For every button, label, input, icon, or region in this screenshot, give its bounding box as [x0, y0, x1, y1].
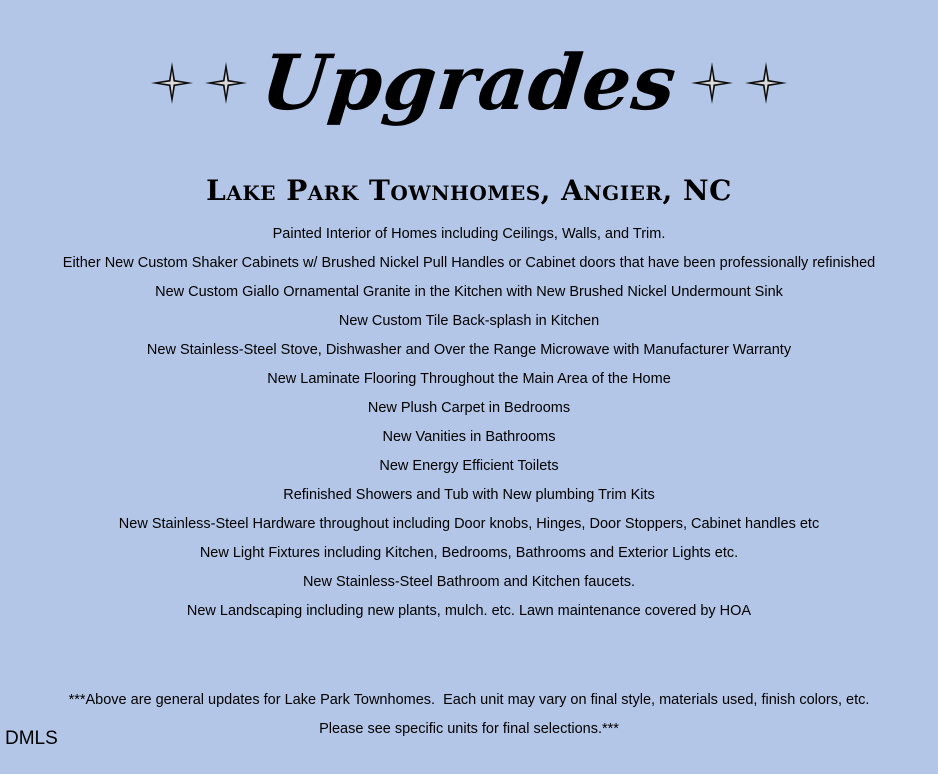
subtitle: Lake Park Townhomes, Angier, NC	[206, 174, 732, 207]
list-item: New Stainless-Steel Bathroom and Kitchen faucets.	[302, 574, 636, 590]
four-point-star-icon	[150, 61, 194, 105]
list-item: New Landscaping including new plants, mulch. etc. Lawn maintenance covered by HOA	[186, 603, 752, 619]
list-item: New Stainless-Steel Stove, Dishwasher and Over the Range Microwave with Manufacturer Warranty	[146, 342, 792, 358]
list-item: New Vanities in Bathrooms	[382, 429, 556, 445]
watermark: DMLS	[5, 728, 58, 749]
disclaimer-note	[0, 686, 938, 744]
disclaimer-line-2: Please see specific units for final selections.***	[319, 721, 619, 737]
upgrade-list	[0, 222, 938, 628]
list-item: Painted Interior of Homes including Ceilings, Walls, and Trim.	[272, 226, 666, 242]
list-item: Refinished Showers and Tub with New plumbing Trim Kits	[283, 487, 655, 503]
four-point-star-icon	[690, 61, 734, 105]
disclaimer-line-1: ***Above are general updates for Lake Park Townhomes. Each unit may vary on final style, materials used, finish colors, etc.	[68, 692, 870, 708]
list-item: New Energy Efficient Toilets	[379, 458, 559, 474]
list-item: New Custom Tile Back-splash in Kitchen	[338, 313, 600, 329]
four-point-star-icon	[204, 61, 248, 105]
list-item: New Custom Giallo Ornamental Granite in the Kitchen with New Brushed Nickel Undermount Sink	[155, 284, 783, 300]
heading	[0, 18, 938, 148]
list-item: New Stainless-Steel Hardware throughout including Door knobs, Hinges, Door Stoppers, Cabinet handles etc	[118, 516, 820, 532]
list-item: Either New Custom Shaker Cabinets w/ Brushed Nickel Pull Handles or Cabinet doors that have been professionally refinished	[62, 255, 876, 271]
list-item: New Laminate Flooring Throughout the Main Area of the Home	[267, 371, 671, 387]
right-stars	[690, 61, 788, 105]
list-item: New Light Fixtures including Kitchen, Bedrooms, Bathrooms and Exterior Lights etc.	[199, 545, 739, 561]
list-item: New Plush Carpet in Bedrooms	[367, 400, 571, 416]
four-point-star-icon	[744, 61, 788, 105]
page-title: Upgrades	[257, 38, 681, 127]
left-stars	[150, 61, 248, 105]
